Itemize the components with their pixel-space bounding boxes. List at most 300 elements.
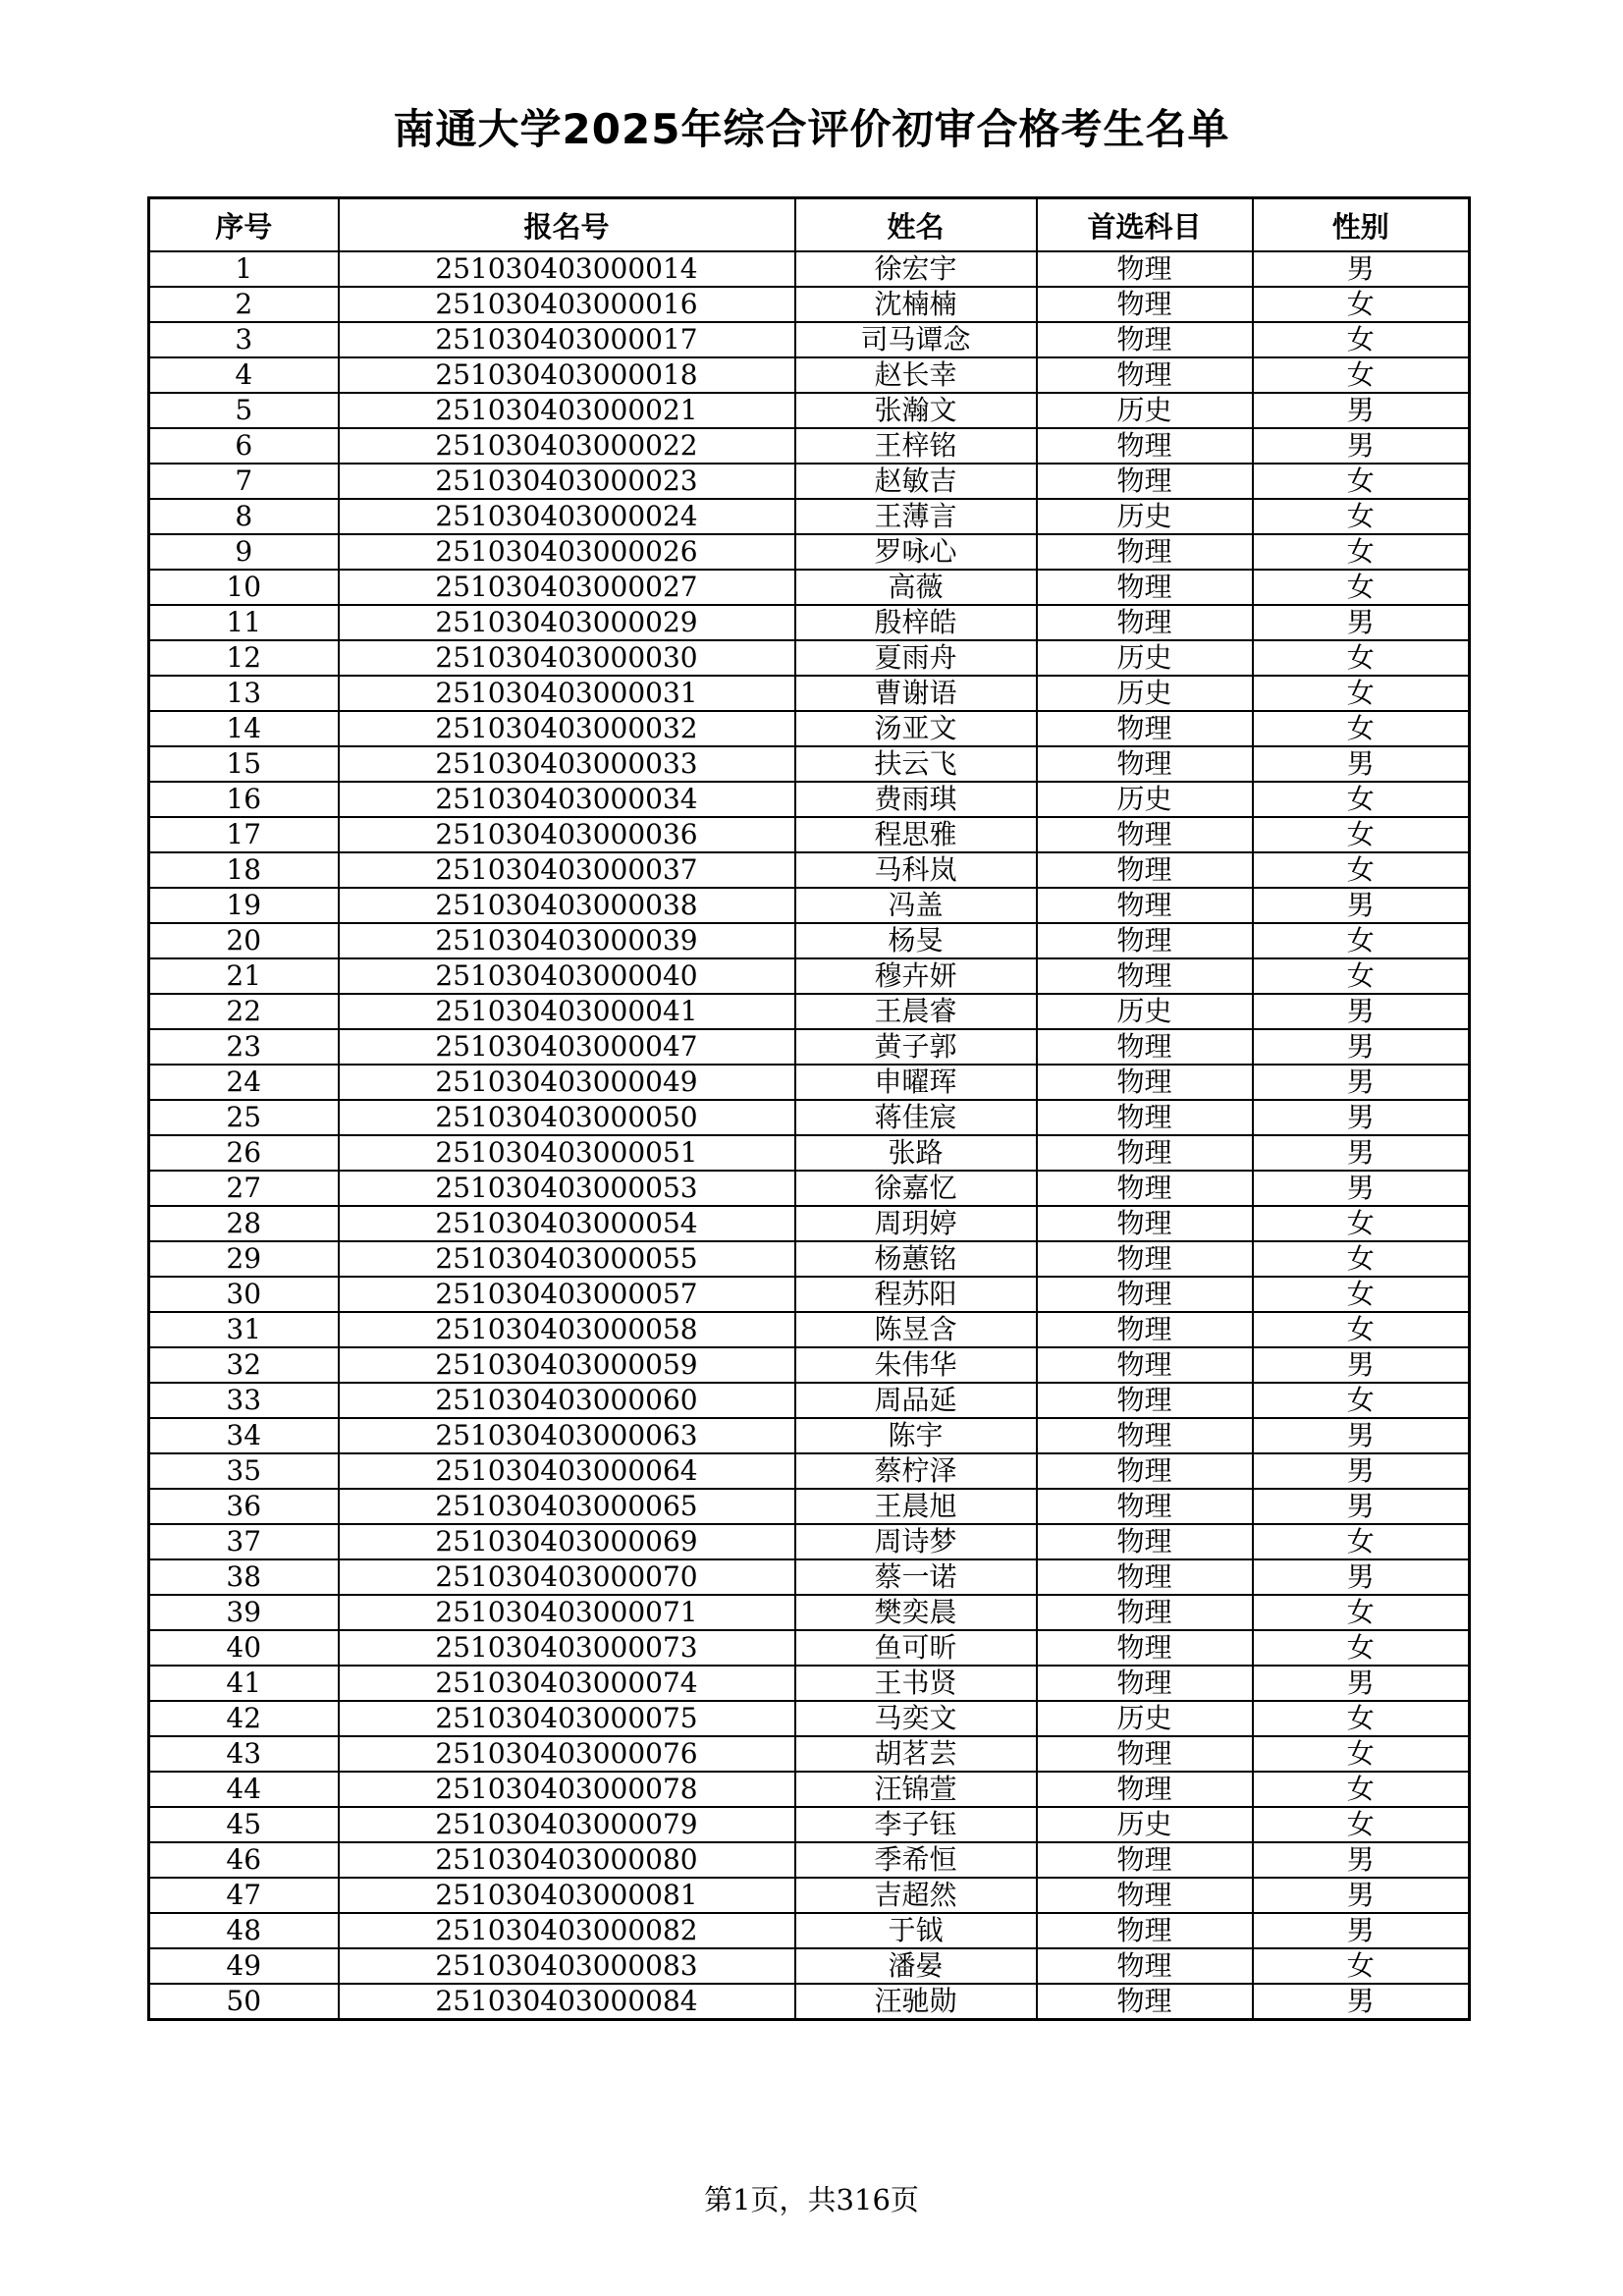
- cell-gender: 男: [1253, 994, 1470, 1029]
- cell-gender: 男: [1253, 393, 1470, 428]
- cell-subject: 物理: [1037, 570, 1253, 605]
- cell-gender: 男: [1253, 1453, 1470, 1489]
- cell-subject: 物理: [1037, 1347, 1253, 1383]
- cell-serial: 27: [149, 1171, 339, 1206]
- cell-subject: 历史: [1037, 676, 1253, 711]
- cell-registration-no: 251030403000071: [339, 1595, 795, 1630]
- table-row: [149, 676, 1470, 711]
- table-row: [149, 1913, 1470, 1948]
- cell-serial: 24: [149, 1065, 339, 1100]
- header-name: 姓名: [795, 198, 1037, 252]
- cell-name: 程思雅: [795, 817, 1037, 852]
- cell-subject: 物理: [1037, 1489, 1253, 1524]
- cell-registration-no: 251030403000063: [339, 1418, 795, 1453]
- cell-name: 马科岚: [795, 852, 1037, 888]
- cell-subject: 物理: [1037, 322, 1253, 357]
- cell-serial: 31: [149, 1312, 339, 1347]
- cell-name: 王晨睿: [795, 994, 1037, 1029]
- cell-serial: 2: [149, 287, 339, 322]
- table-row: [149, 888, 1470, 923]
- cell-subject: 历史: [1037, 1807, 1253, 1842]
- table-row: [149, 464, 1470, 499]
- cell-subject: 历史: [1037, 782, 1253, 817]
- table-row: [149, 570, 1470, 605]
- table-row: [149, 1736, 1470, 1772]
- cell-registration-no: 251030403000053: [339, 1171, 795, 1206]
- cell-registration-no: 251030403000084: [339, 1984, 795, 2020]
- cell-gender: 女: [1253, 1277, 1470, 1312]
- cell-subject: 物理: [1037, 958, 1253, 994]
- cell-name: 周品延: [795, 1383, 1037, 1418]
- table-row: [149, 640, 1470, 676]
- cell-name: 蒋佳宸: [795, 1100, 1037, 1135]
- cell-subject: 物理: [1037, 1842, 1253, 1878]
- cell-registration-no: 251030403000040: [339, 958, 795, 994]
- cell-subject: 物理: [1037, 428, 1253, 464]
- cell-name: 蔡柠泽: [795, 1453, 1037, 1489]
- cell-registration-no: 251030403000036: [339, 817, 795, 852]
- cell-registration-no: 251030403000049: [339, 1065, 795, 1100]
- cell-subject: 物理: [1037, 534, 1253, 570]
- cell-serial: 19: [149, 888, 339, 923]
- cell-subject: 物理: [1037, 464, 1253, 499]
- cell-subject: 历史: [1037, 499, 1253, 534]
- table-row: [149, 357, 1470, 393]
- cell-serial: 34: [149, 1418, 339, 1453]
- cell-serial: 7: [149, 464, 339, 499]
- cell-serial: 6: [149, 428, 339, 464]
- cell-subject: 物理: [1037, 1595, 1253, 1630]
- cell-gender: 女: [1253, 570, 1470, 605]
- cell-subject: 物理: [1037, 1913, 1253, 1948]
- cell-registration-no: 251030403000074: [339, 1666, 795, 1701]
- cell-subject: 物理: [1037, 1559, 1253, 1595]
- cell-registration-no: 251030403000032: [339, 711, 795, 746]
- cell-subject: 物理: [1037, 888, 1253, 923]
- cell-gender: 男: [1253, 746, 1470, 782]
- cell-name: 王薄言: [795, 499, 1037, 534]
- cell-name: 赵长幸: [795, 357, 1037, 393]
- table-row: [149, 1772, 1470, 1807]
- cell-gender: 女: [1253, 676, 1470, 711]
- cell-subject: 物理: [1037, 251, 1253, 287]
- cell-gender: 男: [1253, 1984, 1470, 2020]
- cell-registration-no: 251030403000059: [339, 1347, 795, 1383]
- table-row: [149, 1701, 1470, 1736]
- cell-serial: 3: [149, 322, 339, 357]
- cell-gender: 女: [1253, 817, 1470, 852]
- cell-registration-no: 251030403000027: [339, 570, 795, 605]
- table-row: [149, 817, 1470, 852]
- cell-gender: 女: [1253, 287, 1470, 322]
- cell-serial: 10: [149, 570, 339, 605]
- cell-gender: 女: [1253, 1807, 1470, 1842]
- cell-gender: 女: [1253, 782, 1470, 817]
- cell-name: 黄子郭: [795, 1029, 1037, 1065]
- cell-name: 王晨旭: [795, 1489, 1037, 1524]
- cell-registration-no: 251030403000021: [339, 393, 795, 428]
- cell-gender: 男: [1253, 605, 1470, 640]
- cell-serial: 15: [149, 746, 339, 782]
- cell-gender: 男: [1253, 888, 1470, 923]
- cell-serial: 44: [149, 1772, 339, 1807]
- table-row: [149, 605, 1470, 640]
- cell-gender: 女: [1253, 357, 1470, 393]
- cell-gender: 男: [1253, 251, 1470, 287]
- cell-serial: 36: [149, 1489, 339, 1524]
- cell-name: 樊奕晨: [795, 1595, 1037, 1630]
- candidate-table: [147, 196, 1471, 2021]
- cell-gender: 男: [1253, 1029, 1470, 1065]
- cell-registration-no: 251030403000029: [339, 605, 795, 640]
- table-row: [149, 1842, 1470, 1878]
- cell-serial: 25: [149, 1100, 339, 1135]
- cell-serial: 23: [149, 1029, 339, 1065]
- cell-subject: 物理: [1037, 1135, 1253, 1171]
- cell-name: 陈宇: [795, 1418, 1037, 1453]
- cell-registration-no: 251030403000038: [339, 888, 795, 923]
- header-serial: 序号: [149, 198, 339, 252]
- table-row: [149, 1418, 1470, 1453]
- cell-serial: 45: [149, 1807, 339, 1842]
- cell-gender: 男: [1253, 1171, 1470, 1206]
- table-row: [149, 1948, 1470, 1984]
- cell-name: 季希恒: [795, 1842, 1037, 1878]
- table-row: [149, 1383, 1470, 1418]
- cell-serial: 32: [149, 1347, 339, 1383]
- cell-name: 潘晏: [795, 1948, 1037, 1984]
- cell-gender: 女: [1253, 640, 1470, 676]
- cell-serial: 37: [149, 1524, 339, 1559]
- cell-subject: 物理: [1037, 923, 1253, 958]
- cell-name: 汪锦萱: [795, 1772, 1037, 1807]
- table-row: [149, 1100, 1470, 1135]
- cell-gender: 女: [1253, 1736, 1470, 1772]
- cell-name: 高薇: [795, 570, 1037, 605]
- cell-name: 张路: [795, 1135, 1037, 1171]
- cell-subject: 物理: [1037, 1984, 1253, 2020]
- cell-subject: 物理: [1037, 1206, 1253, 1241]
- table-row: [149, 1630, 1470, 1666]
- cell-gender: 女: [1253, 1524, 1470, 1559]
- cell-registration-no: 251030403000031: [339, 676, 795, 711]
- cell-registration-no: 251030403000082: [339, 1913, 795, 1948]
- cell-name: 扶云飞: [795, 746, 1037, 782]
- cell-registration-no: 251030403000055: [339, 1241, 795, 1277]
- cell-serial: 26: [149, 1135, 339, 1171]
- cell-serial: 35: [149, 1453, 339, 1489]
- cell-subject: 物理: [1037, 1666, 1253, 1701]
- table-row: [149, 1029, 1470, 1065]
- header-registration-no: 报名号: [339, 198, 795, 252]
- cell-serial: 22: [149, 994, 339, 1029]
- cell-gender: 男: [1253, 1065, 1470, 1100]
- cell-serial: 8: [149, 499, 339, 534]
- cell-subject: 物理: [1037, 852, 1253, 888]
- table-row: [149, 923, 1470, 958]
- cell-gender: 女: [1253, 1595, 1470, 1630]
- cell-serial: 48: [149, 1913, 339, 1948]
- cell-name: 鱼可昕: [795, 1630, 1037, 1666]
- cell-subject: 物理: [1037, 1383, 1253, 1418]
- cell-subject: 物理: [1037, 1029, 1253, 1065]
- table-row: [149, 1595, 1470, 1630]
- cell-registration-no: 251030403000079: [339, 1807, 795, 1842]
- cell-name: 周玥婷: [795, 1206, 1037, 1241]
- table-row: [149, 1241, 1470, 1277]
- cell-serial: 33: [149, 1383, 339, 1418]
- cell-serial: 14: [149, 711, 339, 746]
- cell-subject: 物理: [1037, 1100, 1253, 1135]
- cell-serial: 5: [149, 393, 339, 428]
- cell-gender: 女: [1253, 1383, 1470, 1418]
- cell-name: 杨蕙铭: [795, 1241, 1037, 1277]
- cell-subject: 物理: [1037, 1736, 1253, 1772]
- cell-registration-no: 251030403000050: [339, 1100, 795, 1135]
- cell-name: 曹谢语: [795, 676, 1037, 711]
- cell-name: 于钺: [795, 1913, 1037, 1948]
- cell-subject: 物理: [1037, 1772, 1253, 1807]
- cell-name: 马奕文: [795, 1701, 1037, 1736]
- cell-name: 殷梓皓: [795, 605, 1037, 640]
- table-row: [149, 1135, 1470, 1171]
- cell-gender: 女: [1253, 1206, 1470, 1241]
- cell-name: 司马谭念: [795, 322, 1037, 357]
- cell-serial: 11: [149, 605, 339, 640]
- cell-registration-no: 251030403000039: [339, 923, 795, 958]
- cell-registration-no: 251030403000080: [339, 1842, 795, 1878]
- table-row: [149, 251, 1470, 287]
- cell-registration-no: 251030403000064: [339, 1453, 795, 1489]
- cell-serial: 42: [149, 1701, 339, 1736]
- cell-name: 穆卉妍: [795, 958, 1037, 994]
- cell-gender: 男: [1253, 1100, 1470, 1135]
- cell-subject: 物理: [1037, 1948, 1253, 1984]
- cell-subject: 物理: [1037, 605, 1253, 640]
- cell-subject: 历史: [1037, 393, 1253, 428]
- cell-name: 汪驰勋: [795, 1984, 1037, 2020]
- cell-name: 李子钰: [795, 1807, 1037, 1842]
- cell-gender: 男: [1253, 1878, 1470, 1913]
- cell-registration-no: 251030403000075: [339, 1701, 795, 1736]
- cell-subject: 历史: [1037, 1701, 1253, 1736]
- cell-gender: 女: [1253, 464, 1470, 499]
- cell-name: 吉超然: [795, 1878, 1037, 1913]
- table-row: [149, 782, 1470, 817]
- cell-registration-no: 251030403000058: [339, 1312, 795, 1347]
- cell-name: 徐嘉忆: [795, 1171, 1037, 1206]
- table-row: [149, 1312, 1470, 1347]
- cell-gender: 女: [1253, 1241, 1470, 1277]
- cell-gender: 男: [1253, 1559, 1470, 1595]
- cell-registration-no: 251030403000026: [339, 534, 795, 570]
- cell-subject: 物理: [1037, 1241, 1253, 1277]
- table-row: [149, 711, 1470, 746]
- cell-registration-no: 251030403000017: [339, 322, 795, 357]
- cell-gender: 男: [1253, 1418, 1470, 1453]
- cell-serial: 13: [149, 676, 339, 711]
- cell-name: 罗咏心: [795, 534, 1037, 570]
- page-footer: 第1页，共316页: [704, 2183, 919, 2216]
- cell-registration-no: 251030403000051: [339, 1135, 795, 1171]
- cell-gender: 女: [1253, 711, 1470, 746]
- cell-serial: 46: [149, 1842, 339, 1878]
- table-header-row: [149, 198, 1470, 252]
- cell-name: 陈昱含: [795, 1312, 1037, 1347]
- cell-registration-no: 251030403000060: [339, 1383, 795, 1418]
- cell-gender: 女: [1253, 1312, 1470, 1347]
- cell-name: 杨旻: [795, 923, 1037, 958]
- cell-registration-no: 251030403000030: [339, 640, 795, 676]
- table-row: [149, 287, 1470, 322]
- cell-name: 王梓铭: [795, 428, 1037, 464]
- table-row: [149, 1065, 1470, 1100]
- cell-name: 冯盖: [795, 888, 1037, 923]
- cell-gender: 女: [1253, 322, 1470, 357]
- cell-registration-no: 251030403000070: [339, 1559, 795, 1595]
- cell-subject: 物理: [1037, 1171, 1253, 1206]
- cell-name: 费雨琪: [795, 782, 1037, 817]
- cell-serial: 12: [149, 640, 339, 676]
- cell-registration-no: 251030403000024: [339, 499, 795, 534]
- table-row: [149, 499, 1470, 534]
- cell-registration-no: 251030403000033: [339, 746, 795, 782]
- cell-gender: 男: [1253, 1347, 1470, 1383]
- cell-serial: 41: [149, 1666, 339, 1701]
- cell-serial: 39: [149, 1595, 339, 1630]
- cell-subject: 历史: [1037, 994, 1253, 1029]
- table-row: [149, 322, 1470, 357]
- table-row: [149, 1347, 1470, 1383]
- cell-gender: 女: [1253, 1630, 1470, 1666]
- cell-serial: 28: [149, 1206, 339, 1241]
- cell-name: 蔡一诺: [795, 1559, 1037, 1595]
- cell-registration-no: 251030403000037: [339, 852, 795, 888]
- cell-subject: 物理: [1037, 1312, 1253, 1347]
- table-row: [149, 1453, 1470, 1489]
- cell-registration-no: 251030403000041: [339, 994, 795, 1029]
- cell-name: 胡茗芸: [795, 1736, 1037, 1772]
- header-gender: 性别: [1253, 198, 1470, 252]
- table-row: [149, 1666, 1470, 1701]
- cell-name: 张瀚文: [795, 393, 1037, 428]
- cell-gender: 男: [1253, 1666, 1470, 1701]
- table-row: [149, 1984, 1470, 2020]
- table-row: [149, 852, 1470, 888]
- cell-serial: 38: [149, 1559, 339, 1595]
- cell-subject: 物理: [1037, 357, 1253, 393]
- cell-registration-no: 251030403000014: [339, 251, 795, 287]
- table-row: [149, 1807, 1470, 1842]
- table-row: [149, 393, 1470, 428]
- cell-gender: 男: [1253, 428, 1470, 464]
- table-row: [149, 1878, 1470, 1913]
- cell-name: 申曜珲: [795, 1065, 1037, 1100]
- cell-gender: 女: [1253, 958, 1470, 994]
- cell-registration-no: 251030403000057: [339, 1277, 795, 1312]
- cell-subject: 物理: [1037, 1524, 1253, 1559]
- table-row: [149, 1206, 1470, 1241]
- header-subject: 首选科目: [1037, 198, 1253, 252]
- cell-serial: 43: [149, 1736, 339, 1772]
- table-body: [149, 251, 1470, 2020]
- cell-serial: 29: [149, 1241, 339, 1277]
- table-row: [149, 958, 1470, 994]
- cell-serial: 50: [149, 1984, 339, 2020]
- cell-name: 程苏阳: [795, 1277, 1037, 1312]
- page-title: 南通大学2025年综合评价初审合格考生名单: [393, 105, 1230, 153]
- table-row: [149, 994, 1470, 1029]
- cell-gender: 女: [1253, 499, 1470, 534]
- cell-serial: 20: [149, 923, 339, 958]
- table-row: [149, 428, 1470, 464]
- cell-registration-no: 251030403000054: [339, 1206, 795, 1241]
- table-row: [149, 1524, 1470, 1559]
- table-row: [149, 1489, 1470, 1524]
- table-row: [149, 1559, 1470, 1595]
- cell-serial: 18: [149, 852, 339, 888]
- table-row: [149, 534, 1470, 570]
- cell-serial: 21: [149, 958, 339, 994]
- cell-registration-no: 251030403000078: [339, 1772, 795, 1807]
- cell-subject: 物理: [1037, 1630, 1253, 1666]
- cell-subject: 物理: [1037, 1277, 1253, 1312]
- cell-name: 汤亚文: [795, 711, 1037, 746]
- cell-gender: 女: [1253, 1948, 1470, 1984]
- cell-registration-no: 251030403000034: [339, 782, 795, 817]
- cell-name: 赵敏吉: [795, 464, 1037, 499]
- cell-name: 沈楠楠: [795, 287, 1037, 322]
- cell-registration-no: 251030403000016: [339, 287, 795, 322]
- cell-registration-no: 251030403000073: [339, 1630, 795, 1666]
- cell-gender: 男: [1253, 1135, 1470, 1171]
- table-row: [149, 746, 1470, 782]
- cell-subject: 物理: [1037, 1453, 1253, 1489]
- cell-registration-no: 251030403000018: [339, 357, 795, 393]
- cell-registration-no: 251030403000022: [339, 428, 795, 464]
- cell-gender: 女: [1253, 1701, 1470, 1736]
- cell-serial: 30: [149, 1277, 339, 1312]
- cell-gender: 男: [1253, 1913, 1470, 1948]
- cell-subject: 物理: [1037, 287, 1253, 322]
- cell-registration-no: 251030403000065: [339, 1489, 795, 1524]
- cell-registration-no: 251030403000076: [339, 1736, 795, 1772]
- cell-name: 徐宏宇: [795, 251, 1037, 287]
- cell-gender: 女: [1253, 852, 1470, 888]
- table-row: [149, 1171, 1470, 1206]
- cell-gender: 男: [1253, 1842, 1470, 1878]
- cell-serial: 4: [149, 357, 339, 393]
- cell-subject: 物理: [1037, 711, 1253, 746]
- cell-serial: 49: [149, 1948, 339, 1984]
- cell-serial: 17: [149, 817, 339, 852]
- cell-subject: 物理: [1037, 1065, 1253, 1100]
- cell-subject: 物理: [1037, 817, 1253, 852]
- cell-registration-no: 251030403000081: [339, 1878, 795, 1913]
- cell-registration-no: 251030403000083: [339, 1948, 795, 1984]
- cell-subject: 物理: [1037, 746, 1253, 782]
- cell-name: 夏雨舟: [795, 640, 1037, 676]
- cell-registration-no: 251030403000047: [339, 1029, 795, 1065]
- cell-serial: 1: [149, 251, 339, 287]
- cell-subject: 物理: [1037, 1418, 1253, 1453]
- cell-serial: 40: [149, 1630, 339, 1666]
- cell-serial: 16: [149, 782, 339, 817]
- cell-name: 朱伟华: [795, 1347, 1037, 1383]
- table-row: [149, 1277, 1470, 1312]
- cell-gender: 男: [1253, 1489, 1470, 1524]
- cell-registration-no: 251030403000023: [339, 464, 795, 499]
